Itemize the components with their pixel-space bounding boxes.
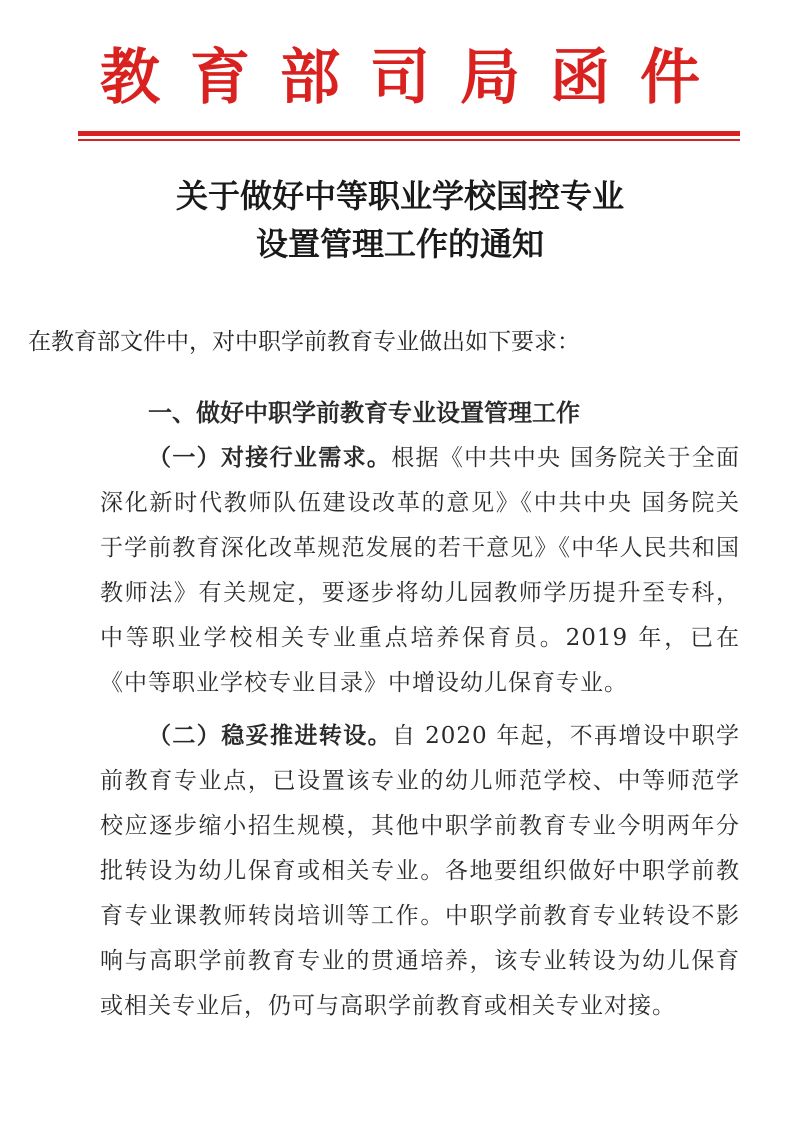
paragraph-industry-demand <box>100 436 740 706</box>
paragraph-text: 自 2020 年起，不再增设中职学前教育专业点，已设置该专业的幼儿师范学校、中等师范学校应逐步缩小招生规模，其他中职学前教育专业今明两年分批转设为幼儿保育或相关专业。各地要组织做好中职学前教育专业课教师转岗培训等工作。中职学前教育专业转设不影响与高职学前教育专业的贯通培养，该专业转设为幼儿保育或相关专业后，仍可与高职学前教育或相关专业对接。 <box>100 723 741 1019</box>
letterhead-title: 教育部司局函件 <box>100 43 730 113</box>
intro-text: 在教育部文件中，对中职学前教育专业做出如下要求： <box>28 329 580 355</box>
section-heading: 一、做好中职学前教育专业设置管理工作 <box>148 399 580 427</box>
paragraph-text: 根据《中共中央 国务院关于全面深化新时代教师队伍建设改革的意见》《中共中央 国务院关于学前教育深化改革规范发展的若干意见》《中华人民共和国教师法》有关规定，要逐步将幼儿园教师学历提升至专科，中等职业学校相关专业重点培养保育员。2019 年，已在《中等职业学校专业目录》中增设幼儿保育专业。 <box>100 445 740 696</box>
paragraph-lead: （一）对接行业需求。 <box>148 445 392 471</box>
document-body <box>100 390 740 1029</box>
notice-title-line-2: 设置管理工作的通知 <box>255 225 544 263</box>
letterhead-rule-thin <box>78 139 740 141</box>
notice-title-line-1: 关于做好中等职业学校国控专业 <box>175 177 624 215</box>
paragraph-lead: （二）稳妥推进转设。 <box>148 723 393 749</box>
letterhead-rule-thick <box>78 131 740 136</box>
paragraph-transition <box>100 714 740 1029</box>
